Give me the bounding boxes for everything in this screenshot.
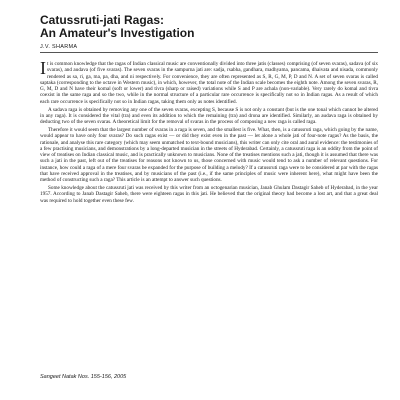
paragraph: Therefore it would seem that the largest number of svaras in a raga is seven, and the smallest is five. What, then, is a catussruti raga, which going by the name, would appear to have only four svaras? Do such ragas exist — or did they exist even in the past — let alone a whole jati of four-note ragas? As the basis, the rationale, and analyse this rare category (which may seem unmatched to text-bound musicians), this writer can only cite oral and aural evidence: the testimonies of a few practising musicians, and demonstrations by a long-departed musician in the streets of Hyderabad. Certainly, a catussruti raga is an oddity from the point of view of treatises on Indian classical music, and is practically unknown to musicians. None of the treatises mentions such a jati, though it is assumed that there was such a jati in the past, left out of the treatises for reasons not known to us, those concerned with music would tend to ask a number of relevant questions. For instance, how could a raga of a mere four svaras be expanded for the purpose of building a melody? If a catussruti raga were to be considered at par with the ragas that have received approval in the treatises, and by musicians of the past (i.e., if the same principles of music were inherent here), what might have been the method of constructing such a raga? This article is an attempt to answer such questions. [40, 126, 378, 184]
article-title [40, 14, 378, 40]
paragraph [40, 58, 378, 105]
author-byline: J.V. SHARMA [40, 44, 378, 53]
paragraph-text: t is common knowledge that the ragas of Indian classical music are conventionally divided into three jatis (classes) comprising (of seven svaras), sadava (of six svaras), and audava (of five svaras). The seven svaras in the sampurna jati are: sadja, rsabha, gandhara, madhyama, pancama, dhaivata and nisada, commonly rendered as sa, ri, ga, ma, pa, dha, and ni respectively. For convenience, they are often represented as S, R, G, M, P, D and N. A set of seven svaras is called saptaka (corresponding to the octave in Western music), in which, however, the total note of the Indian scale becomes the eighth note. Among the seven svaras, R, G, M, D and N have their komal (soft or lower) and tivra (sharp or raised) variations while S and P are achala (non-variable). Very rarely do komal and tivra coexist in the same raga and so the two, while in the normal structure of a particular rare occurrence is specifically not so in Indian ragas. As a result of which each rare occurrence is specifically not so in Indian ragas, taking them only as notes identified. [40, 61, 378, 105]
paragraph: Some knowledge about the catussruti jati was received by this writer from an octogenarian musician, Janab Ghulam Dastagir Saheb of Hyderabad, in the year 1957. According to Janab Dastagir Saheb, there were eighteen ragas in this jati. He believed that the original theory had become a lost art, and that a great deal was required to hold together even these few. [40, 185, 378, 204]
title-line-2: An Amateur's Investigation [40, 26, 195, 40]
paragraph: A sadava raga is obtained by removing any one of the seven svaras, excepting S, because S is not only a constant (but is the one tonal which cannot be altered in any raga). It is considered the vital (tra) and even its addition to which the remaining (tra) and drona are identified. Similarly, an audava raga is obtained by deducting two of the seven svaras. A theoretical limit for the removal of svaras in the process of composing a new raga is called raga. [40, 106, 378, 126]
page-footer: Sangeet Natak Nos. 155-156, 2005 [40, 374, 127, 380]
title-line-1: Catussruti-jati Ragas: [40, 13, 165, 27]
article-body [40, 58, 378, 204]
drop-cap: I [40, 58, 46, 78]
